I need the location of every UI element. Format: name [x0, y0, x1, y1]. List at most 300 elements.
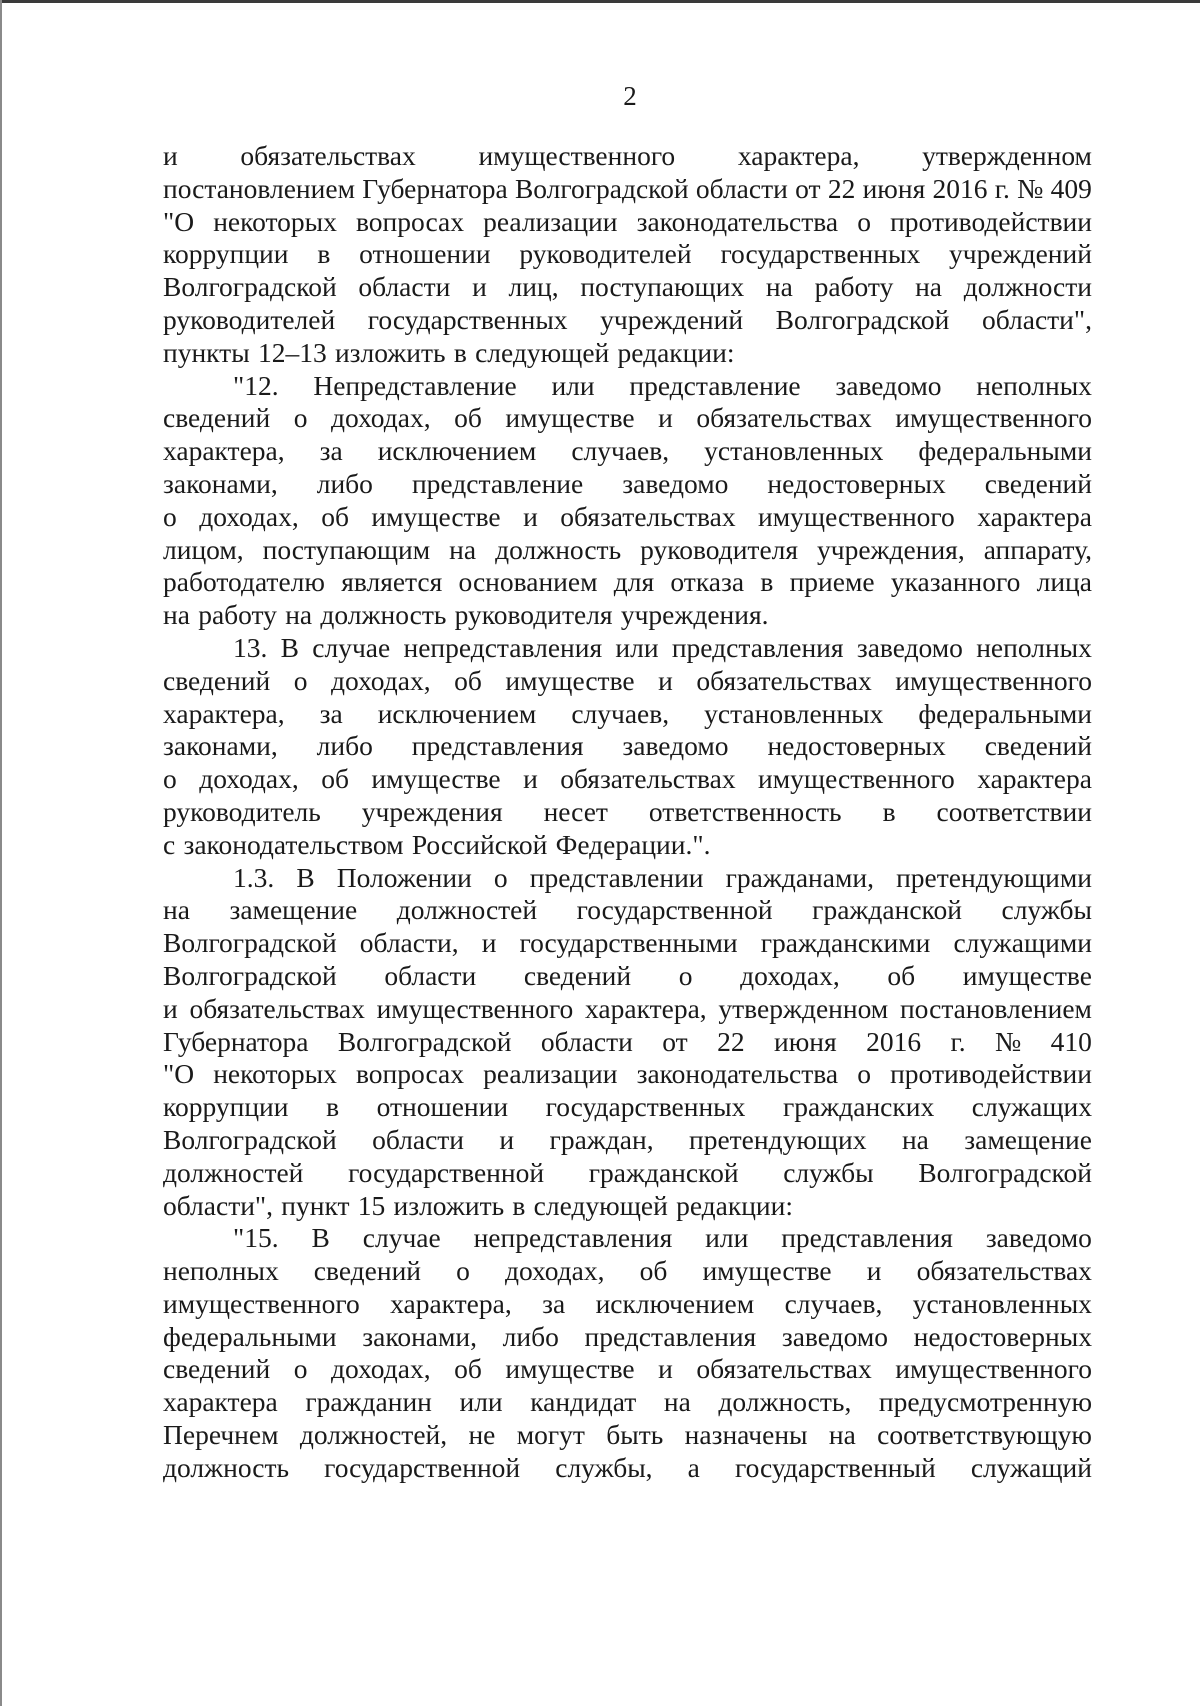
text-word: имуществе	[505, 664, 635, 696]
text-word: лицом,	[163, 533, 244, 565]
scan-left-edge	[0, 0, 2, 1706]
text-word: случае	[362, 1222, 441, 1254]
text-word: Перечнем	[163, 1419, 279, 1451]
text-word: учреждений	[949, 238, 1092, 270]
text-word: должность,	[718, 1386, 852, 1418]
text-word: сведений	[313, 1255, 422, 1287]
text-word: обязательствах	[696, 664, 872, 696]
text-word: не	[468, 1419, 496, 1451]
text-word: государственный	[735, 1451, 936, 1483]
text-word: или	[551, 369, 595, 401]
text-line	[163, 1026, 1092, 1059]
text-word: должностей	[163, 1156, 304, 1188]
text-word: за	[542, 1287, 566, 1319]
text-word: в	[317, 238, 331, 270]
text-word: 12–13	[257, 336, 327, 368]
text-line	[163, 1124, 1092, 1157]
text-word: В	[296, 861, 315, 893]
text-word: быть	[606, 1419, 664, 1451]
text-word: о	[857, 205, 871, 237]
text-word: заведомо	[781, 1320, 888, 1352]
text-word: В	[311, 1222, 330, 1254]
text-word: гражданами,	[725, 861, 874, 893]
text-word: государственной	[576, 894, 773, 926]
text-word: соответствии	[936, 795, 1092, 827]
text-line	[163, 1288, 1092, 1321]
text-word: Губернатора	[362, 172, 508, 204]
text-word: законодательством	[183, 828, 404, 860]
text-word: учреждения.	[620, 599, 769, 631]
text-word: несет	[543, 795, 608, 827]
text-word: обязательствах	[560, 500, 736, 532]
text-word: и	[163, 992, 178, 1024]
text-word: имущественного	[895, 1353, 1092, 1385]
text-word: характера,	[163, 435, 285, 467]
text-word: исключением	[377, 697, 537, 729]
text-line	[163, 238, 1092, 271]
text-word: В	[280, 631, 299, 663]
text-word: указанного	[890, 566, 1021, 598]
text-word: имуществе	[371, 500, 501, 532]
text-word: области	[540, 1025, 633, 1057]
text-word: непредставления	[403, 631, 603, 663]
text-word: доходах,	[504, 1255, 605, 1287]
text-word: неполных	[163, 1255, 279, 1287]
text-line	[163, 304, 1092, 337]
text-word: замещение	[229, 894, 358, 926]
text-line	[163, 665, 1092, 698]
text-word: сведений	[163, 664, 271, 696]
text-word: неполных	[976, 631, 1092, 663]
text-word: "12.	[233, 369, 279, 401]
text-word: заведомо	[622, 730, 729, 762]
text-word: имуществе	[371, 763, 501, 795]
text-word: характера,	[585, 992, 707, 1024]
text-word: Положении	[336, 861, 472, 893]
text-line	[163, 632, 1092, 665]
text-word: гражданскими	[760, 927, 931, 959]
text-word: случаев,	[571, 435, 670, 467]
text-word: от	[662, 1025, 688, 1057]
text-word: некоторых	[213, 1058, 337, 1090]
text-word: имущественного	[478, 140, 676, 171]
text-word: Волгоградской	[918, 1156, 1092, 1188]
text-word: постановлением	[163, 172, 355, 204]
text-word: 1.3.	[233, 861, 275, 893]
text-word: постановлением	[899, 992, 1092, 1024]
text-word: могут	[516, 1419, 585, 1451]
text-word: имущественного	[895, 664, 1092, 696]
text-word: руководитель	[163, 795, 321, 827]
text-word: Российской	[411, 828, 548, 860]
text-word: на	[915, 271, 943, 303]
text-word: характера	[163, 1386, 278, 1418]
text-word: имущественного	[163, 1287, 360, 1319]
body-text	[163, 140, 1092, 1485]
text-word: работу	[814, 271, 894, 303]
text-word: изложить	[334, 336, 446, 368]
text-word: г.	[950, 1025, 966, 1057]
text-word: сведений	[523, 959, 632, 991]
text-word: либо	[316, 467, 373, 499]
text-word: доходах,	[199, 763, 299, 795]
text-line	[163, 1157, 1092, 1190]
text-word: либо	[502, 1320, 559, 1352]
text-word: 2016	[932, 172, 988, 204]
text-word: должностей	[396, 894, 538, 926]
text-word: служащими	[953, 927, 1092, 959]
text-word: установленных	[912, 1287, 1092, 1319]
text-word: непредставления	[473, 1222, 673, 1254]
text-word: реализации	[483, 1058, 618, 1090]
text-word: имущественного	[758, 763, 955, 795]
text-word: сведений	[984, 730, 1092, 762]
text-word: на	[901, 1123, 929, 1155]
text-line	[163, 763, 1092, 796]
text-word: пункты	[163, 336, 250, 368]
text-word: гражданской	[588, 1156, 739, 1188]
text-word: на	[765, 271, 793, 303]
text-word: №	[995, 1025, 1022, 1057]
text-word: представления	[584, 1320, 757, 1352]
text-word: законами,	[362, 1320, 477, 1352]
text-word: утвержденном	[718, 992, 889, 1024]
text-word: имущественного	[758, 500, 955, 532]
text-line	[163, 370, 1092, 403]
text-word: Волгоградской	[163, 927, 337, 959]
text-word: имуществе	[505, 1353, 635, 1385]
text-word: основанием	[458, 566, 598, 598]
text-word: области,	[359, 927, 459, 959]
text-word: редакции:	[676, 1189, 794, 1221]
text-line	[163, 894, 1092, 927]
text-word: о	[678, 959, 693, 991]
text-line	[163, 796, 1092, 829]
text-word: Федерации.".	[555, 828, 711, 860]
text-word: и	[472, 271, 487, 303]
text-line	[163, 534, 1092, 567]
text-word: законодательства	[636, 205, 839, 237]
text-word: характера,	[163, 697, 285, 729]
text-line	[163, 1452, 1092, 1485]
text-word: Волгоградской	[163, 1123, 337, 1155]
text-word: поступающих	[580, 271, 745, 303]
text-word: июня	[774, 1025, 837, 1057]
text-word: 409	[1050, 172, 1092, 204]
text-word: и	[658, 402, 673, 434]
text-word: области",	[163, 1189, 274, 1221]
text-word: о	[493, 861, 508, 893]
text-line	[163, 1321, 1092, 1354]
text-word: противодействии	[890, 205, 1092, 237]
text-word: установленных	[704, 435, 884, 467]
text-word: обязательствах	[916, 1255, 1092, 1287]
text-word: ответственность	[648, 795, 842, 827]
text-word: поступающим	[262, 533, 431, 565]
text-word: отказа	[670, 566, 745, 598]
text-word: службы	[1001, 894, 1092, 926]
text-word: о	[456, 1255, 470, 1287]
text-line	[163, 435, 1092, 468]
text-word: служащий	[970, 1451, 1092, 1483]
text-word: и	[481, 927, 497, 959]
text-word: кандидат	[530, 1386, 637, 1418]
text-line	[163, 206, 1092, 239]
text-word: области	[358, 271, 451, 303]
text-word: приеме	[789, 566, 875, 598]
text-word: обязательствах	[696, 1353, 872, 1385]
text-word: заведомо	[856, 631, 963, 663]
text-word: 13.	[233, 631, 268, 663]
text-line	[163, 468, 1092, 501]
text-word: заведомо	[835, 369, 942, 401]
text-word: претендующих	[688, 1123, 867, 1155]
text-word: о	[293, 664, 308, 696]
text-line	[163, 1190, 1092, 1223]
text-word: законами,	[163, 467, 278, 499]
text-word: на	[163, 599, 190, 631]
text-word: представления	[781, 1222, 953, 1254]
text-word: руководителей	[163, 303, 336, 335]
text-word: отношении	[359, 238, 491, 270]
text-word: службы	[783, 1156, 874, 1188]
text-word: за	[319, 697, 343, 729]
text-word: имуществе	[702, 1255, 832, 1287]
text-word: доходах,	[331, 402, 431, 434]
text-word: претендующими	[896, 861, 1092, 893]
text-word: является	[341, 566, 443, 598]
text-line	[163, 1386, 1092, 1419]
text-word: представление	[629, 369, 801, 401]
text-word: имущественного	[376, 992, 574, 1024]
text-word: характера,	[390, 1287, 512, 1319]
text-word: замещение	[964, 1123, 1092, 1155]
text-word: учреждения,	[817, 533, 965, 565]
text-word: должности	[963, 271, 1092, 303]
text-word: о	[293, 1353, 308, 1385]
text-word: случаев,	[571, 697, 670, 729]
text-word: имуществе	[962, 959, 1092, 991]
text-word: на	[663, 1386, 691, 1418]
text-word: следующей	[533, 1189, 668, 1221]
text-word: о	[857, 1058, 871, 1090]
text-line	[163, 730, 1092, 763]
text-word: имуществе	[505, 402, 635, 434]
text-word: об	[321, 763, 349, 795]
text-line	[163, 927, 1092, 960]
text-word: обязательствах	[240, 140, 416, 171]
text-word: и	[658, 1353, 673, 1385]
text-word: федеральными	[918, 435, 1092, 467]
text-word: пункт	[281, 1189, 350, 1221]
text-word: федеральными	[163, 1320, 337, 1352]
text-word: в	[453, 336, 467, 368]
text-line	[163, 1419, 1092, 1452]
page-number: 2	[623, 81, 637, 111]
text-word: недостоверных	[767, 730, 946, 762]
text-word: работу	[198, 599, 277, 631]
text-word: аппарату,	[983, 533, 1092, 565]
text-word: должностей,	[299, 1419, 448, 1451]
text-word: представление	[411, 467, 584, 499]
text-word: доходах,	[740, 959, 840, 991]
text-word: заведомо	[985, 1222, 1092, 1254]
text-word: характера,	[737, 140, 860, 171]
text-word: области",	[981, 303, 1092, 335]
text-word: или	[615, 631, 659, 663]
text-word: "О	[163, 205, 195, 237]
text-word: на	[285, 599, 313, 631]
text-line	[163, 1091, 1092, 1124]
text-word: 2016	[866, 1025, 922, 1057]
text-word: неполных	[976, 369, 1092, 401]
text-word: служащих	[971, 1091, 1092, 1123]
text-word: лица	[1036, 566, 1092, 598]
text-line	[163, 829, 1092, 862]
text-word: федеральными	[918, 697, 1092, 729]
text-word: заведомо	[622, 467, 729, 499]
text-word: гражданской	[812, 894, 962, 926]
text-word: а	[687, 1451, 700, 1483]
text-word: гражданин	[305, 1386, 432, 1418]
text-word: обязательствах	[696, 402, 872, 434]
text-line	[163, 1255, 1092, 1288]
text-word: 15	[357, 1189, 386, 1221]
text-word: отношении	[376, 1091, 509, 1123]
text-word: обязательствах	[189, 992, 365, 1024]
text-word: "О	[163, 1058, 195, 1090]
text-word: для	[613, 566, 655, 598]
text-word: руководителя	[454, 599, 613, 631]
text-word: представления	[411, 730, 584, 762]
text-word: вопросах	[356, 1058, 464, 1090]
text-word: должность	[320, 599, 447, 631]
text-word: должность	[495, 533, 622, 565]
text-word: и	[499, 1123, 515, 1155]
text-word: от	[795, 172, 821, 204]
text-word: имущественного	[895, 402, 1092, 434]
text-word: об	[887, 959, 916, 991]
text-word: доходах,	[331, 664, 431, 696]
text-word: установленных	[704, 697, 884, 729]
text-line	[163, 402, 1092, 435]
text-word: характера	[977, 500, 1092, 532]
text-word: июня	[862, 172, 926, 204]
text-word: лиц,	[508, 271, 559, 303]
text-word: доходах,	[199, 500, 299, 532]
text-word: государственной	[324, 1451, 521, 1483]
text-word: следующей	[475, 336, 610, 368]
text-word: Волгоградской	[775, 303, 950, 335]
text-word: назначены	[684, 1419, 808, 1451]
text-word: случае	[312, 631, 391, 663]
text-word: об	[454, 664, 482, 696]
text-word: редакции:	[617, 336, 735, 368]
text-word: об	[321, 500, 349, 532]
text-word: государственных	[545, 1091, 746, 1123]
text-word: характера	[977, 763, 1092, 795]
text-word: граждан,	[549, 1123, 654, 1155]
text-word: представлении	[529, 861, 704, 893]
text-word: Волгоградской	[514, 172, 689, 204]
text-word: законами,	[163, 730, 278, 762]
text-line	[163, 337, 1092, 370]
text-word: реализации	[483, 205, 618, 237]
text-word: государственных	[720, 238, 921, 270]
text-word: соответствующую	[877, 1419, 1092, 1451]
text-word: доходах,	[331, 1353, 431, 1385]
text-word: и	[163, 140, 178, 171]
text-word: либо	[316, 730, 373, 762]
text-word: представления	[671, 631, 844, 663]
text-line	[163, 501, 1092, 534]
text-word: или	[705, 1222, 749, 1254]
text-word: недостоверных	[913, 1320, 1092, 1352]
text-word: в	[326, 1091, 340, 1123]
text-word: 410	[1050, 1025, 1092, 1057]
text-word: 22	[827, 172, 856, 204]
text-line	[163, 140, 1092, 173]
text-word: случаев,	[784, 1287, 883, 1319]
text-word: об	[454, 1353, 482, 1385]
text-word: о	[163, 500, 177, 532]
text-word: учреждения	[361, 795, 503, 827]
text-word: законодательства	[636, 1058, 839, 1090]
text-word: с	[163, 828, 176, 860]
text-word: должность	[163, 1451, 290, 1483]
text-word: об	[639, 1255, 668, 1287]
text-word: некоторых	[213, 205, 337, 237]
text-word: Волгоградской	[337, 1025, 512, 1057]
text-word: недостоверных	[767, 467, 946, 499]
text-line	[163, 173, 1092, 206]
text-word: государственной	[348, 1156, 545, 1188]
text-word: о	[293, 402, 308, 434]
text-line	[163, 698, 1092, 731]
text-word: области	[695, 172, 788, 204]
text-word: коррупции	[163, 1091, 289, 1123]
text-word: сведений	[984, 467, 1092, 499]
text-word: изложить	[393, 1189, 505, 1221]
text-word: на	[828, 1419, 856, 1451]
scan-top-edge	[0, 0, 1200, 3]
text-word: №	[1017, 172, 1044, 204]
text-word: противодействии	[890, 1058, 1092, 1090]
text-word: учреждений	[600, 303, 744, 335]
text-word: на	[449, 533, 477, 565]
text-word: службы,	[555, 1451, 653, 1483]
text-word: об	[454, 402, 482, 434]
text-word: утвержденном	[922, 140, 1092, 171]
text-line	[163, 1222, 1092, 1255]
text-word: гражданских	[783, 1091, 935, 1123]
text-word: области	[384, 959, 477, 991]
text-word: государственных	[367, 303, 568, 335]
text-word: г.	[994, 172, 1010, 204]
text-line	[163, 599, 1092, 632]
text-line	[163, 566, 1092, 599]
text-word: обязательствах	[560, 763, 736, 795]
text-line	[163, 960, 1092, 993]
text-word: в	[512, 1189, 526, 1221]
text-line	[163, 271, 1092, 304]
text-word: исключением	[595, 1287, 755, 1319]
text-word: Волгоградской	[163, 959, 337, 991]
text-word: о	[163, 763, 177, 795]
text-word: и	[658, 664, 673, 696]
text-line	[163, 993, 1092, 1026]
text-word: Губернатора	[163, 1025, 309, 1057]
